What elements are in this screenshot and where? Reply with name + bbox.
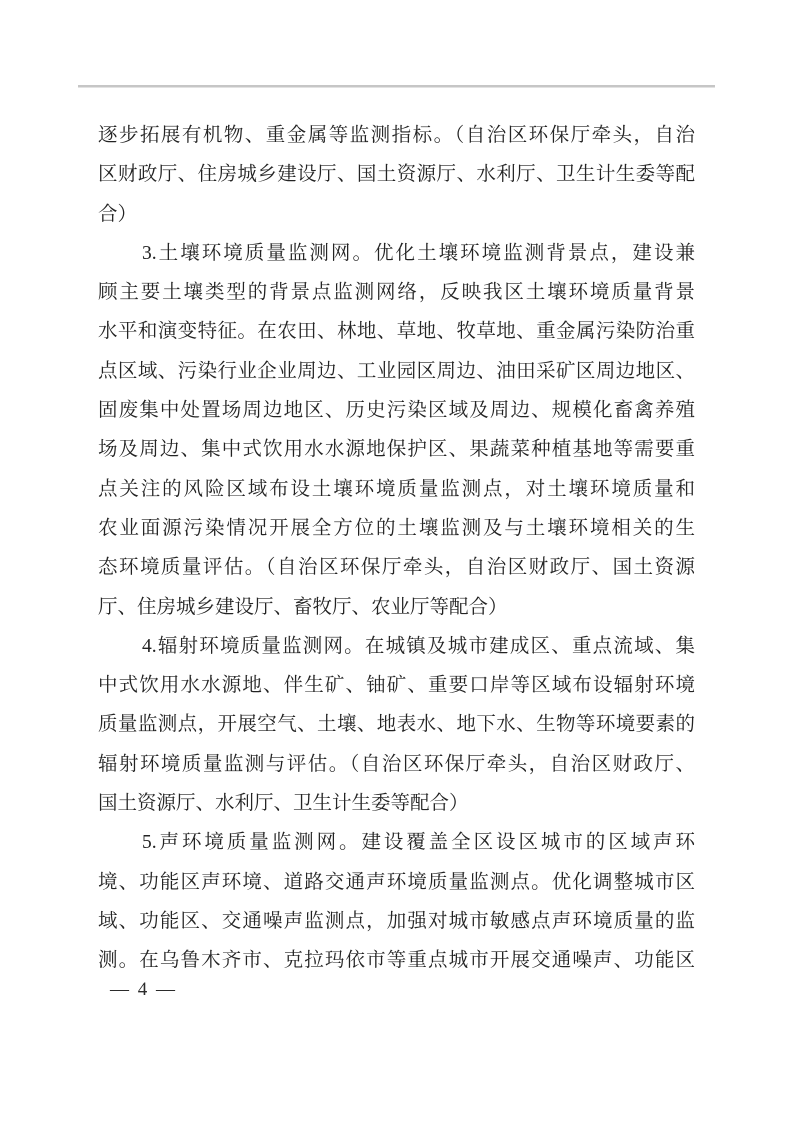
text-line: 域、功能区、交通噪声监测点，加强对城市敏感点声环境质量的监 (98, 910, 695, 932)
text-line: 固废集中处置场周边地区、历史污染区域及周边、规模化畜禽养殖 (98, 400, 695, 422)
text-line: 4.辐射环境质量监测网。在城镇及城市建成区、重点流域、集 (142, 635, 695, 657)
text-line: 农业面源污染情况开展全方位的土壤监测及与土壤环境相关的生 (98, 517, 695, 539)
text-line: 中式饮用水水源地、伴生矿、铀矿、重要口岸等区域布设辐射环境 (98, 675, 695, 697)
text-line: 点区域、污染行业企业周边、工业园区周边、油田采矿区周边地区、 (98, 360, 695, 382)
document-body (98, 116, 695, 981)
text-line: 顾主要土壤类型的背景点监测网络，反映我区土壤环境质量背景 (98, 282, 695, 304)
text-line: 区财政厅、住房城乡建设厅、国土资源厅、水利厅、卫生计生委等配 (98, 164, 695, 186)
text-line: 国土资源厅、水利厅、卫生计生委等配合） (98, 793, 469, 815)
text-line: 3.土壤环境质量监测网。优化土壤环境监测背景点，建设兼 (142, 242, 695, 264)
page-number: — 4 — (110, 979, 177, 1000)
text-line: 质量监测点，开展空气、土壤、地表水、地下水、生物等环境要素的 (98, 714, 695, 736)
text-line: 境、功能区声环境、道路交通声环境质量监测点。优化调整城市区 (98, 871, 695, 893)
text-line: 水平和演变特征。在农田、林地、草地、牧草地、重金属污染防治重 (98, 321, 695, 343)
text-line: 合） (98, 203, 138, 225)
text-line: 测。在乌鲁木齐市、克拉玛依市等重点城市开展交通噪声、功能区 (98, 950, 695, 972)
text-line: 厅、住房城乡建设厅、畜牧厅、农业厅等配合） (98, 596, 508, 618)
text-line: 点关注的风险区域布设土壤环境质量监测点，对土壤环境质量和 (98, 478, 695, 500)
text-line: 辐射环境质量监测与评估。（自治区环保厅牵头，自治区财政厅、 (98, 753, 695, 775)
text-line: 场及周边、集中式饮用水水源地保护区、果蔬菜种植基地等需要重 (98, 439, 695, 461)
text-line: 逐步拓展有机物、重金属等监测指标。（自治区环保厅牵头，自治 (98, 125, 695, 146)
header-rule (78, 85, 715, 88)
text-line: 5.声环境质量监测网。建设覆盖全区设区城市的区域声环 (142, 832, 695, 854)
text-line: 态环境质量评估。（自治区环保厅牵头，自治区财政厅、国土资源 (98, 557, 695, 579)
